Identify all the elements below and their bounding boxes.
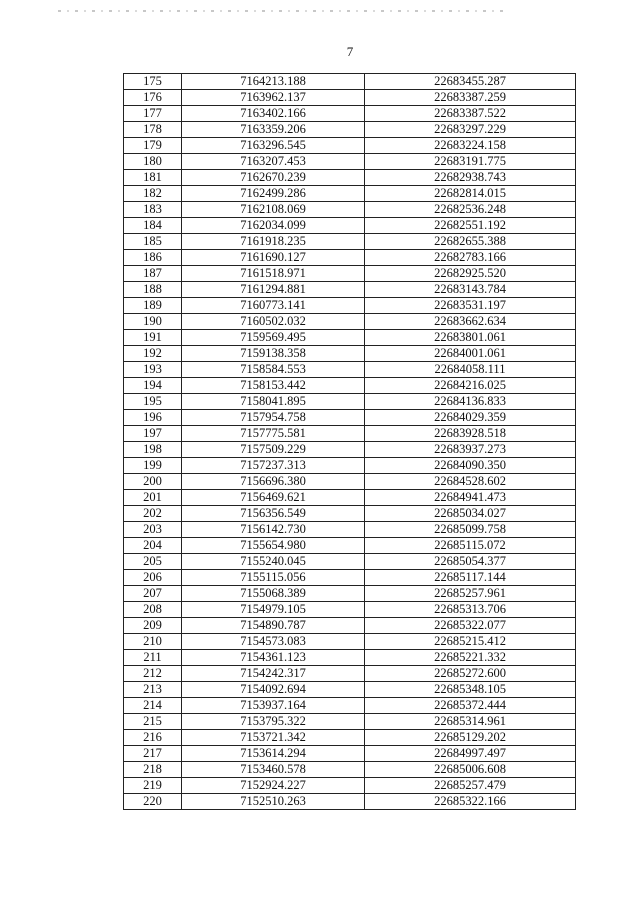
y-coordinate-cell: 22685099.758 [365,522,576,538]
y-coordinate-cell: 22683801.061 [365,330,576,346]
point-number-cell: 215 [124,714,182,730]
point-number-cell: 188 [124,282,182,298]
point-number-cell: 219 [124,778,182,794]
y-coordinate-cell: 22684216.025 [365,378,576,394]
point-number-cell: 202 [124,506,182,522]
y-coordinate-cell: 22683224.158 [365,138,576,154]
table-row [124,378,576,394]
table-row [124,634,576,650]
y-coordinate-cell: 22683297.229 [365,122,576,138]
x-coordinate-cell: 7163207.453 [182,154,365,170]
table-row [124,458,576,474]
y-coordinate-cell: 22685313.706 [365,602,576,618]
table-row [124,522,576,538]
point-number-cell: 185 [124,234,182,250]
y-coordinate-cell: 22684029.359 [365,410,576,426]
x-coordinate-cell: 7161690.127 [182,250,365,266]
x-coordinate-cell: 7161294.881 [182,282,365,298]
point-number-cell: 183 [124,202,182,218]
y-coordinate-cell: 22685221.332 [365,650,576,666]
x-coordinate-cell: 7159569.495 [182,330,365,346]
point-number-cell: 176 [124,90,182,106]
point-number-cell: 191 [124,330,182,346]
table-row [124,170,576,186]
table-row [124,394,576,410]
table-row [124,90,576,106]
table-row [124,218,576,234]
y-coordinate-cell: 22685348.105 [365,682,576,698]
table-row [124,538,576,554]
point-number-cell: 208 [124,602,182,618]
point-number-cell: 204 [124,538,182,554]
y-coordinate-cell: 22684058.111 [365,362,576,378]
x-coordinate-cell: 7158153.442 [182,378,365,394]
x-coordinate-cell: 7164213.188 [182,74,365,90]
point-number-cell: 199 [124,458,182,474]
table-row [124,138,576,154]
x-coordinate-cell: 7157954.758 [182,410,365,426]
table-row [124,586,576,602]
y-coordinate-cell: 22683191.775 [365,154,576,170]
table-row [124,122,576,138]
x-coordinate-cell: 7162670.239 [182,170,365,186]
x-coordinate-cell: 7155654.980 [182,538,365,554]
point-number-cell: 197 [124,426,182,442]
table-row [124,426,576,442]
point-number-cell: 220 [124,794,182,810]
table-row [124,570,576,586]
table-row [124,762,576,778]
y-coordinate-cell: 22685129.202 [365,730,576,746]
x-coordinate-cell: 7154979.105 [182,602,365,618]
x-coordinate-cell: 7154890.787 [182,618,365,634]
x-coordinate-cell: 7155115.056 [182,570,365,586]
x-coordinate-cell: 7155240.045 [182,554,365,570]
table-row [124,330,576,346]
point-number-cell: 218 [124,762,182,778]
x-coordinate-cell: 7153614.294 [182,746,365,762]
point-number-cell: 178 [124,122,182,138]
table-row [124,346,576,362]
table-row [124,106,576,122]
point-number-cell: 187 [124,266,182,282]
x-coordinate-cell: 7154573.083 [182,634,365,650]
y-coordinate-cell: 22682925.520 [365,266,576,282]
x-coordinate-cell: 7160502.032 [182,314,365,330]
point-number-cell: 207 [124,586,182,602]
y-coordinate-cell: 22685115.072 [365,538,576,554]
x-coordinate-cell: 7161918.235 [182,234,365,250]
x-coordinate-cell: 7153460.578 [182,762,365,778]
y-coordinate-cell: 22685372.444 [365,698,576,714]
table-row [124,234,576,250]
table-row [124,650,576,666]
table-row [124,202,576,218]
y-coordinate-cell: 22682536.248 [365,202,576,218]
scan-artifact-strip [58,10,508,12]
point-number-cell: 175 [124,74,182,90]
y-coordinate-cell: 22682655.388 [365,234,576,250]
table-row [124,698,576,714]
table-row [124,410,576,426]
x-coordinate-cell: 7159138.358 [182,346,365,362]
point-number-cell: 194 [124,378,182,394]
point-number-cell: 190 [124,314,182,330]
y-coordinate-cell: 22685314.961 [365,714,576,730]
y-coordinate-cell: 22683662.634 [365,314,576,330]
point-number-cell: 184 [124,218,182,234]
x-coordinate-cell: 7163296.545 [182,138,365,154]
x-coordinate-cell: 7156356.549 [182,506,365,522]
y-coordinate-cell: 22685257.479 [365,778,576,794]
table-row [124,186,576,202]
table-row [124,442,576,458]
y-coordinate-cell: 22683143.784 [365,282,576,298]
point-number-cell: 201 [124,490,182,506]
y-coordinate-cell: 22682551.192 [365,218,576,234]
point-number-cell: 213 [124,682,182,698]
x-coordinate-cell: 7153795.322 [182,714,365,730]
table-row [124,282,576,298]
x-coordinate-cell: 7162108.069 [182,202,365,218]
y-coordinate-cell: 22685117.144 [365,570,576,586]
x-coordinate-cell: 7154361.123 [182,650,365,666]
x-coordinate-cell: 7158584.553 [182,362,365,378]
x-coordinate-cell: 7157775.581 [182,426,365,442]
y-coordinate-cell: 22685322.166 [365,794,576,810]
table-row [124,602,576,618]
y-coordinate-cell: 22683531.197 [365,298,576,314]
table-row [124,314,576,330]
x-coordinate-cell: 7163359.206 [182,122,365,138]
x-coordinate-cell: 7156142.730 [182,522,365,538]
y-coordinate-cell: 22684528.602 [365,474,576,490]
y-coordinate-cell: 22685034.027 [365,506,576,522]
table-row [124,362,576,378]
table-row [124,778,576,794]
point-number-cell: 198 [124,442,182,458]
table-row [124,74,576,90]
point-number-cell: 205 [124,554,182,570]
x-coordinate-cell: 7152510.263 [182,794,365,810]
y-coordinate-cell: 22684136.833 [365,394,576,410]
point-number-cell: 196 [124,410,182,426]
y-coordinate-cell: 22685257.961 [365,586,576,602]
y-coordinate-cell: 22685054.377 [365,554,576,570]
point-number-cell: 195 [124,394,182,410]
point-number-cell: 200 [124,474,182,490]
point-number-cell: 182 [124,186,182,202]
table-row [124,794,576,810]
y-coordinate-cell: 22684001.061 [365,346,576,362]
point-number-cell: 217 [124,746,182,762]
point-number-cell: 216 [124,730,182,746]
table-row [124,666,576,682]
point-number-cell: 203 [124,522,182,538]
y-coordinate-cell: 22682938.743 [365,170,576,186]
x-coordinate-cell: 7157509.229 [182,442,365,458]
x-coordinate-cell: 7156469.621 [182,490,365,506]
y-coordinate-cell: 22684090.350 [365,458,576,474]
coordinates-table [123,73,576,810]
point-number-cell: 179 [124,138,182,154]
y-coordinate-cell: 22685215.412 [365,634,576,650]
table-row [124,682,576,698]
y-coordinate-cell: 22683455.287 [365,74,576,90]
y-coordinate-cell: 22682814.015 [365,186,576,202]
y-coordinate-cell: 22684941.473 [365,490,576,506]
y-coordinate-cell: 22683937.273 [365,442,576,458]
x-coordinate-cell: 7155068.389 [182,586,365,602]
point-number-cell: 189 [124,298,182,314]
point-number-cell: 181 [124,170,182,186]
x-coordinate-cell: 7154092.694 [182,682,365,698]
y-coordinate-cell: 22683387.259 [365,90,576,106]
table-row [124,618,576,634]
y-coordinate-cell: 22683387.522 [365,106,576,122]
point-number-cell: 209 [124,618,182,634]
table-row [124,506,576,522]
y-coordinate-cell: 22683928.518 [365,426,576,442]
y-coordinate-cell: 22682783.166 [365,250,576,266]
point-number-cell: 210 [124,634,182,650]
table-row [124,474,576,490]
point-number-cell: 212 [124,666,182,682]
x-coordinate-cell: 7162034.099 [182,218,365,234]
table-row [124,730,576,746]
table-row [124,266,576,282]
y-coordinate-cell: 22685272.600 [365,666,576,682]
table-row [124,554,576,570]
point-number-cell: 177 [124,106,182,122]
table-row [124,298,576,314]
y-coordinate-cell: 22684997.497 [365,746,576,762]
y-coordinate-cell: 22685006.608 [365,762,576,778]
x-coordinate-cell: 7158041.895 [182,394,365,410]
point-number-cell: 211 [124,650,182,666]
point-number-cell: 192 [124,346,182,362]
table-row [124,154,576,170]
x-coordinate-cell: 7156696.380 [182,474,365,490]
point-number-cell: 180 [124,154,182,170]
x-coordinate-cell: 7162499.286 [182,186,365,202]
page-number: 7 [346,44,354,59]
table-row [124,490,576,506]
x-coordinate-cell: 7154242.317 [182,666,365,682]
point-number-cell: 214 [124,698,182,714]
x-coordinate-cell: 7161518.971 [182,266,365,282]
y-coordinate-cell: 22685322.077 [365,618,576,634]
point-number-cell: 193 [124,362,182,378]
table-row [124,746,576,762]
x-coordinate-cell: 7160773.141 [182,298,365,314]
x-coordinate-cell: 7163402.166 [182,106,365,122]
x-coordinate-cell: 7153937.164 [182,698,365,714]
table-row [124,250,576,266]
x-coordinate-cell: 7157237.313 [182,458,365,474]
point-number-cell: 186 [124,250,182,266]
table-row [124,714,576,730]
coordinates-table-body [124,74,576,810]
x-coordinate-cell: 7153721.342 [182,730,365,746]
x-coordinate-cell: 7152924.227 [182,778,365,794]
x-coordinate-cell: 7163962.137 [182,90,365,106]
point-number-cell: 206 [124,570,182,586]
